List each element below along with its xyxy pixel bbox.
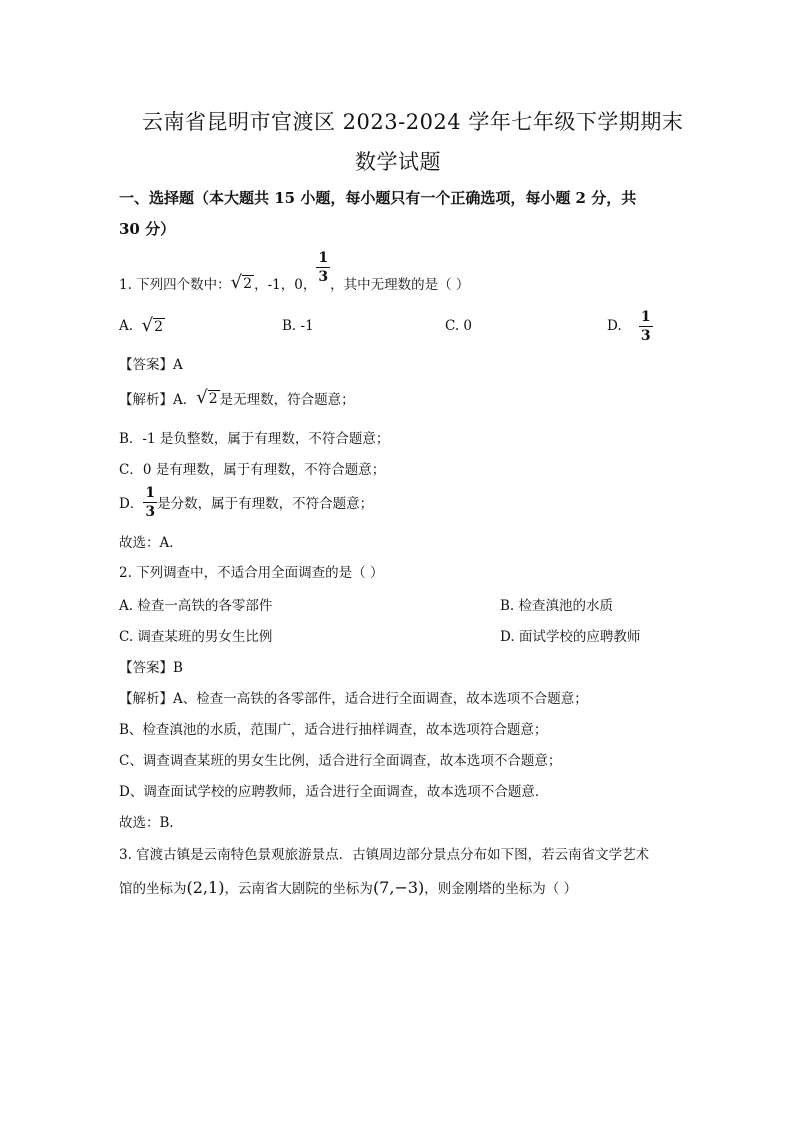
question-1-stem [119, 249, 470, 314]
q1-option-d [607, 306, 653, 346]
q1-suffix: ，其中无理数的是（ ） [330, 277, 470, 293]
fraction: $\frac{1}{3}$ [145, 484, 156, 520]
q1-option-c: C. 0 [445, 318, 473, 334]
q1-analysis-d: D． $\frac{1}{3}$ 是分数，属于有理数，不符合题意； [119, 484, 374, 520]
q2-analysis-c: C、调查调查某班的男女生比例，适合进行全面调查，故本选项不合题意； [119, 753, 562, 769]
coordinate-literary-museum: (2,1) [186, 877, 225, 897]
q1-option-a [119, 314, 165, 338]
document-title-line2: 数学试题 [355, 150, 441, 174]
section-header-line2: 30 分） [119, 220, 176, 238]
q2-option-c: C. 调查某班的男女生比例 [119, 629, 273, 645]
sqrt-symbol: √ 2 [196, 387, 218, 408]
sqrt-symbol: √ 2 [230, 272, 253, 293]
q2-conclusion: 故选：B． [119, 815, 183, 831]
coordinate-grand-theatre: (7,−3) [372, 877, 425, 897]
q1-mid: ，-1，0， [254, 277, 317, 293]
q2-answer: 【答案】B [119, 660, 183, 676]
question-3-stem-line1: 3. 官渡古镇是云南特色景观旅游景点．古镇周边部分景点分布如下图，若云南省文学艺术 [119, 847, 650, 863]
q1-option-a-label: A. [119, 318, 134, 334]
q1-frac-num: 1 [318, 249, 329, 266]
q1-option-d-label: D. [607, 318, 622, 334]
q2-analysis-b: B、检查滇池的水质，范围广，适合进行抽样调查，故本选项符合题意； [119, 722, 548, 738]
q2-option-d: D. 面试学校的应聘教师 [500, 629, 641, 645]
document-title-line1: 云南省昆明市官渡区 2023-2024 学年七年级下学期期末 [142, 110, 684, 134]
q1-analysis-a: 【解析】A． √ 2 是无理数，符合题意； [119, 387, 355, 408]
fraction: $\frac{1}{3}$ [640, 308, 651, 344]
q2-option-a: A. 检查一高铁的各零部件 [119, 598, 273, 614]
q1-analysis-b: B．-1 是负整数，属于有理数，不符合题意； [119, 431, 390, 447]
question-3-stem-line2: 馆的坐标为 (2,1) ，云南省大剧院的坐标为 (7,−3) ，则金刚塔的坐标为（ ） [119, 877, 578, 897]
q1-prefix: 1. 下列四个数中： [119, 277, 231, 293]
q2-analysis-d: D、调查面试学校的应聘教师，适合进行全面调查，故本选项不合题意． [119, 784, 549, 800]
fraction [316, 251, 330, 284]
section-header-line1: 一、选择题（本大题共 15 小题，每小题只有一个正确选项，每小题 2 分，共 [119, 189, 637, 207]
q1-option-b: B. -1 [282, 318, 314, 334]
question-2-stem: 2. 下列调查中，不适合用全面调查的是（ ） [119, 565, 384, 581]
q1-frac-den: 3 [318, 268, 329, 285]
q1-answer: 【答案】A [119, 357, 183, 373]
q1-conclusion: 故选：A． [119, 535, 183, 551]
q1-sqrt-arg: 2 [243, 275, 253, 292]
q2-analysis-a: 【解析】A、检查一高铁的各零部件，适合进行全面调查，故本选项不合题意； [119, 691, 588, 707]
sqrt-symbol: √ 2 [141, 315, 164, 336]
q2-option-b: B. 检查滇池的水质 [500, 598, 614, 614]
q1-analysis-c: C．0 是有理数，属于有理数，不符合题意； [119, 462, 386, 478]
